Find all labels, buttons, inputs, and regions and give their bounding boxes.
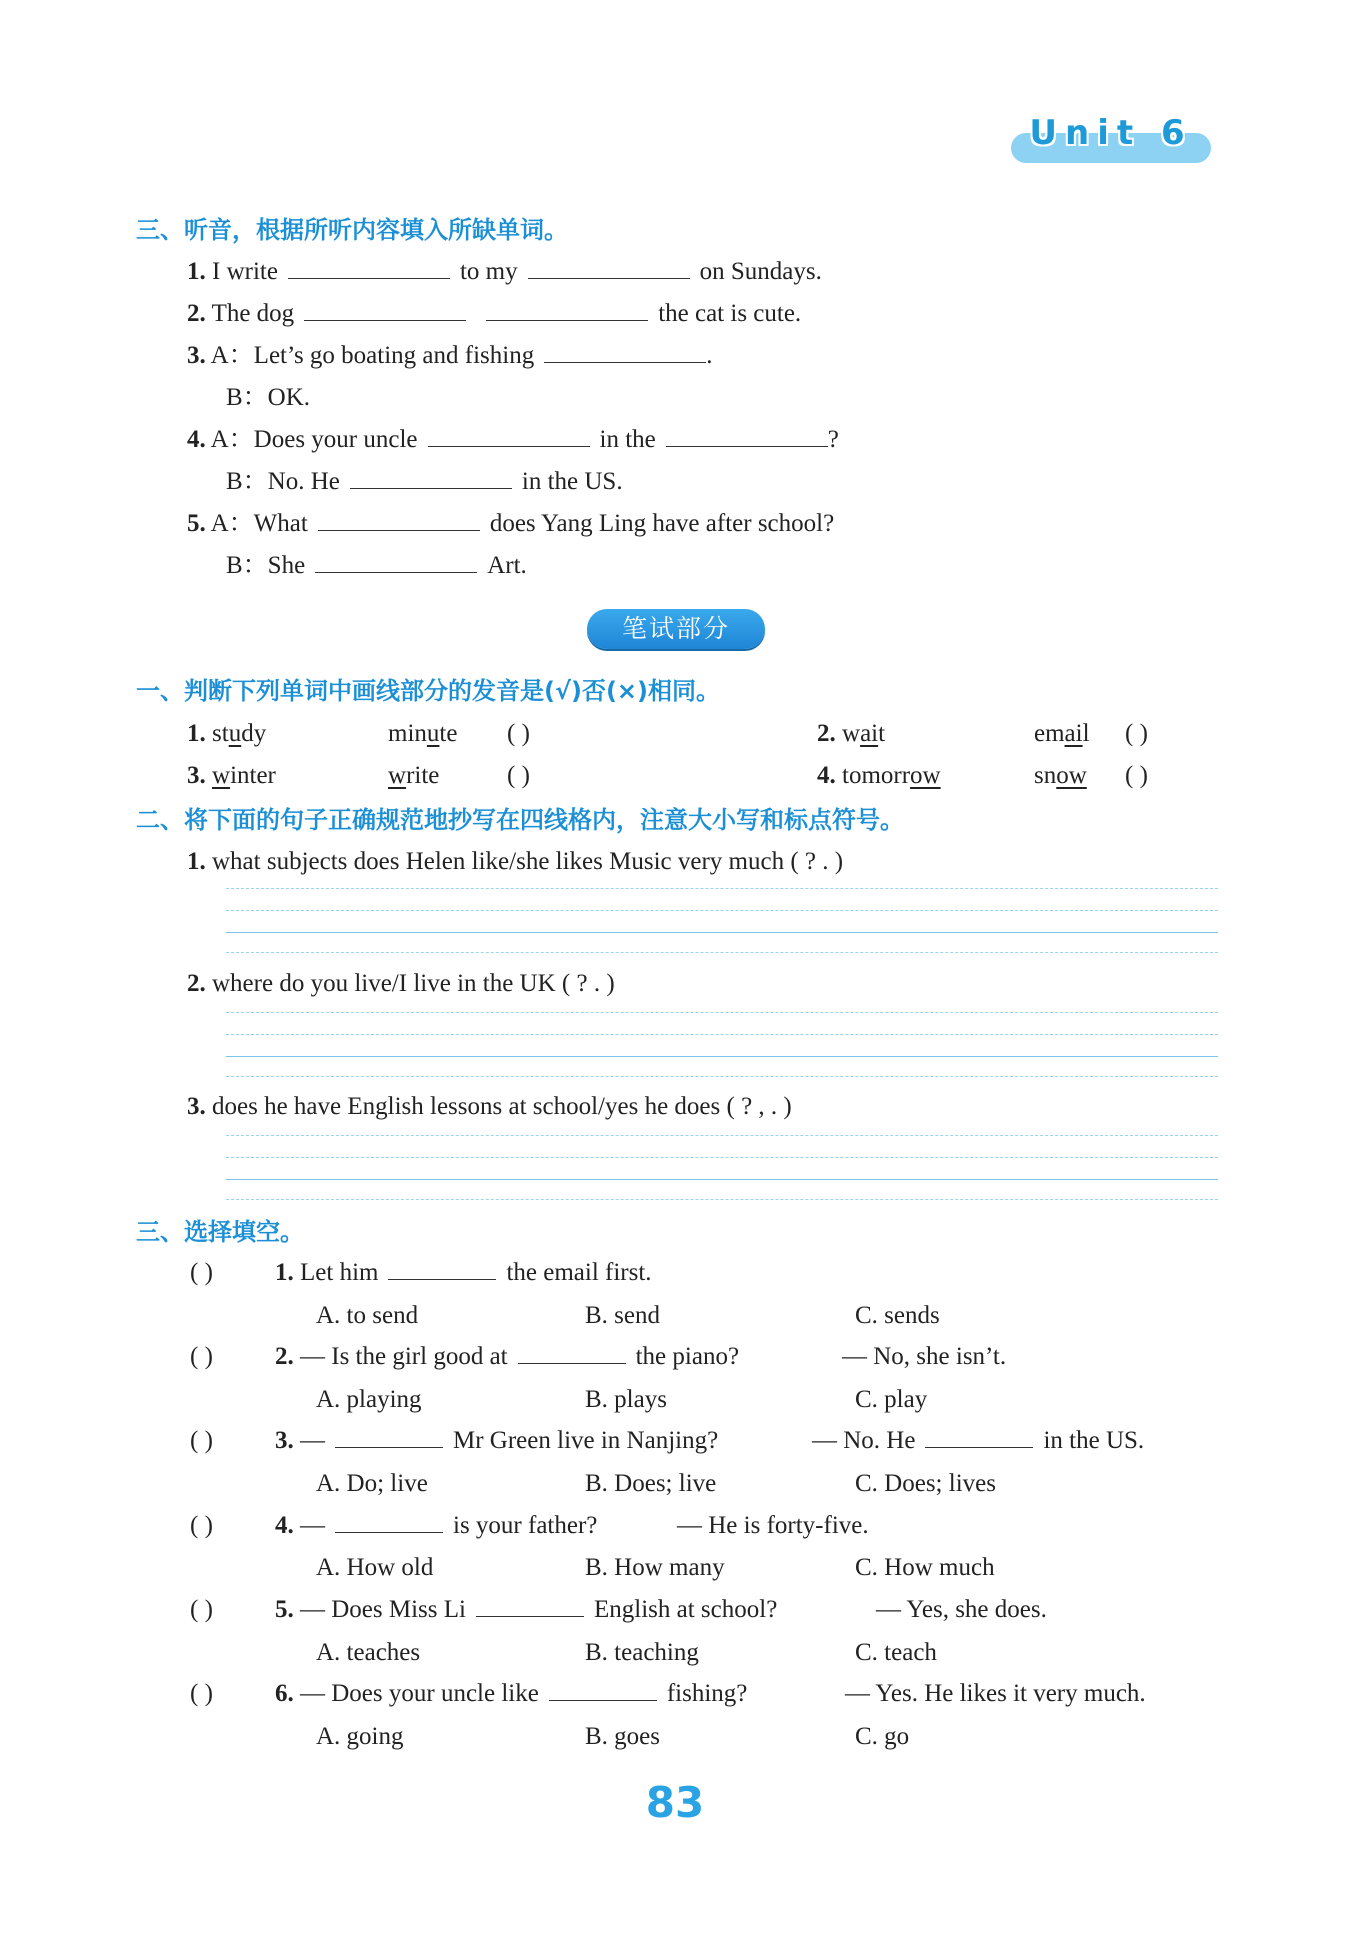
answer-blank[interactable] bbox=[350, 466, 512, 489]
item-text: The dog bbox=[211, 300, 295, 327]
item-text: the email first. bbox=[506, 1259, 652, 1286]
answer-blank[interactable] bbox=[528, 256, 690, 279]
listening-item-1 bbox=[187, 256, 822, 288]
copywriting-item-3 bbox=[187, 1091, 792, 1123]
copywriting-heading: 二、将下面的句子正确规范地抄写在四线格内，注意大小写和标点符号。 bbox=[136, 806, 904, 834]
underlined-part: ow bbox=[1056, 762, 1087, 789]
item-number: 5. bbox=[275, 1596, 294, 1623]
pronunciation-pair-4-word-2 bbox=[1034, 760, 1087, 792]
answer-parentheses[interactable]: ( ) bbox=[507, 720, 530, 747]
option-a[interactable]: A. How old bbox=[316, 1554, 434, 1581]
option-c[interactable]: C. play bbox=[855, 1386, 928, 1413]
listening-item-5-reply bbox=[226, 550, 527, 582]
grid-line bbox=[226, 1157, 1218, 1158]
listening-item-4-reply bbox=[226, 466, 623, 498]
item-text: English at school? bbox=[593, 1596, 778, 1623]
item-number: 2. bbox=[817, 720, 836, 747]
listening-item-2 bbox=[187, 298, 801, 330]
item-text: — No. He bbox=[812, 1427, 916, 1454]
answer-parentheses[interactable]: ( ) bbox=[507, 762, 530, 789]
choice-question-2 bbox=[275, 1341, 739, 1373]
answer-blank[interactable] bbox=[666, 424, 828, 447]
listening-item-3-reply: B：OK. bbox=[226, 384, 311, 411]
answer-blank[interactable] bbox=[486, 298, 648, 321]
word-1 bbox=[212, 720, 266, 747]
item-number: 2. bbox=[187, 300, 206, 327]
word-part: l bbox=[1082, 720, 1090, 747]
item-number: 4. bbox=[187, 426, 206, 453]
pronunciation-pair-4 bbox=[817, 760, 941, 792]
item-text: in the US. bbox=[521, 468, 623, 495]
four-line-grid[interactable] bbox=[226, 1012, 1218, 1078]
listening-heading: 三、听音，根据所听内容填入所缺单词。 bbox=[136, 216, 568, 244]
underlined-part: u bbox=[228, 720, 242, 747]
answer-parentheses[interactable]: ( ) bbox=[190, 1596, 213, 1623]
answer-parentheses[interactable]: ( ) bbox=[1125, 720, 1148, 747]
pronunciation-pair-2 bbox=[817, 718, 885, 750]
answer-blank[interactable] bbox=[304, 298, 466, 321]
copywriting-item-2 bbox=[187, 968, 615, 1000]
choice-question-4 bbox=[275, 1510, 597, 1542]
underlined-part: w bbox=[388, 762, 407, 789]
word-part: inter bbox=[230, 762, 276, 789]
copywriting-item-1 bbox=[187, 846, 843, 878]
item-text: where do you live/I live in the UK ( ? . ) bbox=[212, 970, 615, 997]
item-number: 4. bbox=[275, 1512, 294, 1539]
choice-question-6 bbox=[275, 1678, 747, 1710]
pronunciation-pair-3-word-2 bbox=[388, 760, 439, 792]
option-b[interactable]: B. Does; live bbox=[585, 1470, 717, 1497]
item-text: — bbox=[300, 1427, 325, 1454]
choice-question-1 bbox=[275, 1257, 652, 1289]
unit-header bbox=[1011, 113, 1211, 169]
item-text: does Yang Ling have after school? bbox=[489, 510, 835, 537]
listening-item-3 bbox=[187, 340, 712, 372]
answer-blank[interactable] bbox=[428, 424, 590, 447]
choice-answer-6: — Yes. He likes it very much. bbox=[845, 1680, 1146, 1707]
choice-answer-2: — No, she isn’t. bbox=[842, 1343, 1007, 1370]
option-b[interactable]: B. teaching bbox=[585, 1639, 699, 1666]
item-text: does he have English lessons at school/yes he does ( ? , . ) bbox=[212, 1093, 792, 1120]
item-number: 1. bbox=[187, 258, 206, 285]
item-text: Art. bbox=[487, 552, 527, 579]
word-part: min bbox=[388, 720, 427, 747]
item-text: — Does Miss Li bbox=[300, 1596, 466, 1623]
grid-line bbox=[226, 888, 1218, 889]
pronunciation-heading: 一、判断下列单词中画线部分的发音是(√)否(×)相同。 bbox=[136, 677, 720, 705]
item-number: 2. bbox=[275, 1343, 294, 1370]
option-a[interactable]: A. going bbox=[316, 1723, 404, 1750]
item-text: I write bbox=[212, 258, 278, 285]
word-part: em bbox=[1034, 720, 1065, 747]
grid-line bbox=[226, 1179, 1218, 1180]
item-text: B：She bbox=[226, 552, 306, 579]
item-text: fishing? bbox=[666, 1680, 748, 1707]
item-number: 4. bbox=[817, 762, 836, 789]
grid-line bbox=[226, 1135, 1218, 1136]
pronunciation-pair-3 bbox=[187, 760, 276, 792]
item-text: is your father? bbox=[453, 1512, 598, 1539]
option-a[interactable]: A. Do; live bbox=[316, 1470, 428, 1497]
underlined-part: w bbox=[212, 762, 231, 789]
answer-parentheses[interactable]: ( ) bbox=[190, 1427, 213, 1454]
pronunciation-pair-2-word-2 bbox=[1034, 718, 1090, 750]
item-text: to my bbox=[459, 258, 518, 285]
answer-parentheses[interactable]: ( ) bbox=[190, 1680, 213, 1707]
four-line-grid[interactable] bbox=[226, 888, 1218, 954]
underlined-part: ai bbox=[1064, 720, 1083, 747]
grid-line bbox=[226, 1056, 1218, 1057]
item-text: — Is the girl good at bbox=[300, 1343, 508, 1370]
option-c[interactable]: C. How much bbox=[855, 1554, 995, 1581]
choice-answer-3 bbox=[812, 1425, 1144, 1457]
answer-blank[interactable] bbox=[518, 1341, 626, 1364]
underlined-part: ow bbox=[910, 762, 941, 789]
word-part: w bbox=[842, 720, 861, 747]
option-c[interactable]: C. teach bbox=[855, 1639, 937, 1666]
word-part: st bbox=[212, 720, 229, 747]
answer-blank[interactable] bbox=[288, 256, 450, 279]
answer-blank[interactable] bbox=[476, 1594, 584, 1617]
word-part: sn bbox=[1034, 762, 1057, 789]
item-text: — bbox=[300, 1512, 325, 1539]
choice-heading: 三、选择填空。 bbox=[136, 1218, 304, 1246]
option-a[interactable]: A. playing bbox=[316, 1386, 422, 1413]
item-text: A：Let’s go boating and fishing bbox=[210, 342, 535, 369]
page-number: 83 bbox=[645, 1778, 705, 1827]
item-number: 3. bbox=[187, 342, 206, 369]
answer-parentheses[interactable]: ( ) bbox=[190, 1512, 213, 1539]
answer-parentheses[interactable]: ( ) bbox=[190, 1343, 213, 1370]
word-part: tomorr bbox=[842, 762, 911, 789]
item-text: Mr Green live in Nanjing? bbox=[453, 1427, 719, 1454]
item-text: B：No. He bbox=[226, 468, 340, 495]
grid-line bbox=[226, 1076, 1218, 1077]
option-a[interactable]: A. to send bbox=[316, 1302, 419, 1329]
item-number: 1. bbox=[187, 720, 206, 747]
choice-answer-4: — He is forty-five. bbox=[677, 1512, 869, 1539]
underlined-part: ai bbox=[860, 720, 879, 747]
answer-blank[interactable] bbox=[315, 550, 477, 573]
answer-blank[interactable] bbox=[549, 1678, 657, 1701]
answer-parentheses[interactable]: ( ) bbox=[1125, 762, 1148, 789]
grid-line bbox=[226, 1012, 1218, 1013]
listening-item-5 bbox=[187, 508, 834, 540]
item-number: 2. bbox=[187, 970, 206, 997]
answer-blank[interactable] bbox=[335, 1510, 443, 1533]
item-text: in the US. bbox=[1043, 1427, 1145, 1454]
answer-blank[interactable] bbox=[388, 1257, 496, 1280]
choice-question-3 bbox=[275, 1425, 718, 1457]
word-part: t bbox=[878, 720, 886, 747]
grid-line bbox=[226, 1199, 1218, 1200]
answer-parentheses[interactable]: ( ) bbox=[190, 1259, 213, 1286]
word-part: te bbox=[439, 720, 458, 747]
item-number: 3. bbox=[187, 1093, 206, 1120]
option-b[interactable]: B. plays bbox=[585, 1386, 667, 1413]
word-part: dy bbox=[241, 720, 267, 747]
answer-blank[interactable] bbox=[318, 508, 480, 531]
item-text: the piano? bbox=[635, 1343, 740, 1370]
item-number: 1. bbox=[187, 848, 206, 875]
item-text: Let him bbox=[300, 1259, 379, 1286]
choice-answer-5: — Yes, she does. bbox=[876, 1596, 1047, 1623]
option-b[interactable]: B. send bbox=[585, 1302, 660, 1329]
word-part: rite bbox=[406, 762, 440, 789]
answer-blank[interactable] bbox=[925, 1425, 1033, 1448]
pronunciation-pair-1 bbox=[187, 718, 266, 750]
item-text: A：What bbox=[210, 510, 308, 537]
item-text: A：Does your uncle bbox=[210, 426, 418, 453]
item-number: 1. bbox=[275, 1259, 294, 1286]
item-text: what subjects does Helen like/she likes Music very much ( ? . ) bbox=[212, 848, 844, 875]
option-c[interactable]: C. go bbox=[855, 1723, 910, 1750]
listening-item-4 bbox=[187, 424, 839, 456]
item-text: on Sundays. bbox=[699, 258, 822, 285]
grid-line bbox=[226, 952, 1218, 953]
option-b[interactable]: B. How many bbox=[585, 1554, 725, 1581]
item-text: . bbox=[706, 342, 713, 369]
grid-line bbox=[226, 910, 1218, 911]
item-number: 5. bbox=[187, 510, 206, 537]
written-section-banner: 笔试部分 bbox=[587, 609, 765, 649]
option-b[interactable]: B. goes bbox=[585, 1723, 660, 1750]
pronunciation-pair-1-word-2 bbox=[388, 718, 457, 750]
answer-blank[interactable] bbox=[544, 340, 706, 363]
item-number: 3. bbox=[187, 762, 206, 789]
option-c[interactable]: C. Does; lives bbox=[855, 1470, 996, 1497]
item-text: ? bbox=[827, 426, 839, 453]
four-line-grid[interactable] bbox=[226, 1135, 1218, 1201]
choice-question-5 bbox=[275, 1594, 777, 1626]
item-text: — Does your uncle like bbox=[300, 1680, 539, 1707]
option-c[interactable]: C. sends bbox=[855, 1302, 940, 1329]
item-number: 3. bbox=[275, 1427, 294, 1454]
item-text: the cat is cute. bbox=[658, 300, 802, 327]
unit-label: Unit 6 bbox=[1029, 113, 1193, 153]
answer-blank[interactable] bbox=[335, 1425, 443, 1448]
item-number: 6. bbox=[275, 1680, 294, 1707]
item-text: in the bbox=[599, 426, 656, 453]
grid-line bbox=[226, 932, 1218, 933]
underlined-part: u bbox=[426, 720, 440, 747]
grid-line bbox=[226, 1034, 1218, 1035]
option-a[interactable]: A. teaches bbox=[316, 1639, 421, 1666]
